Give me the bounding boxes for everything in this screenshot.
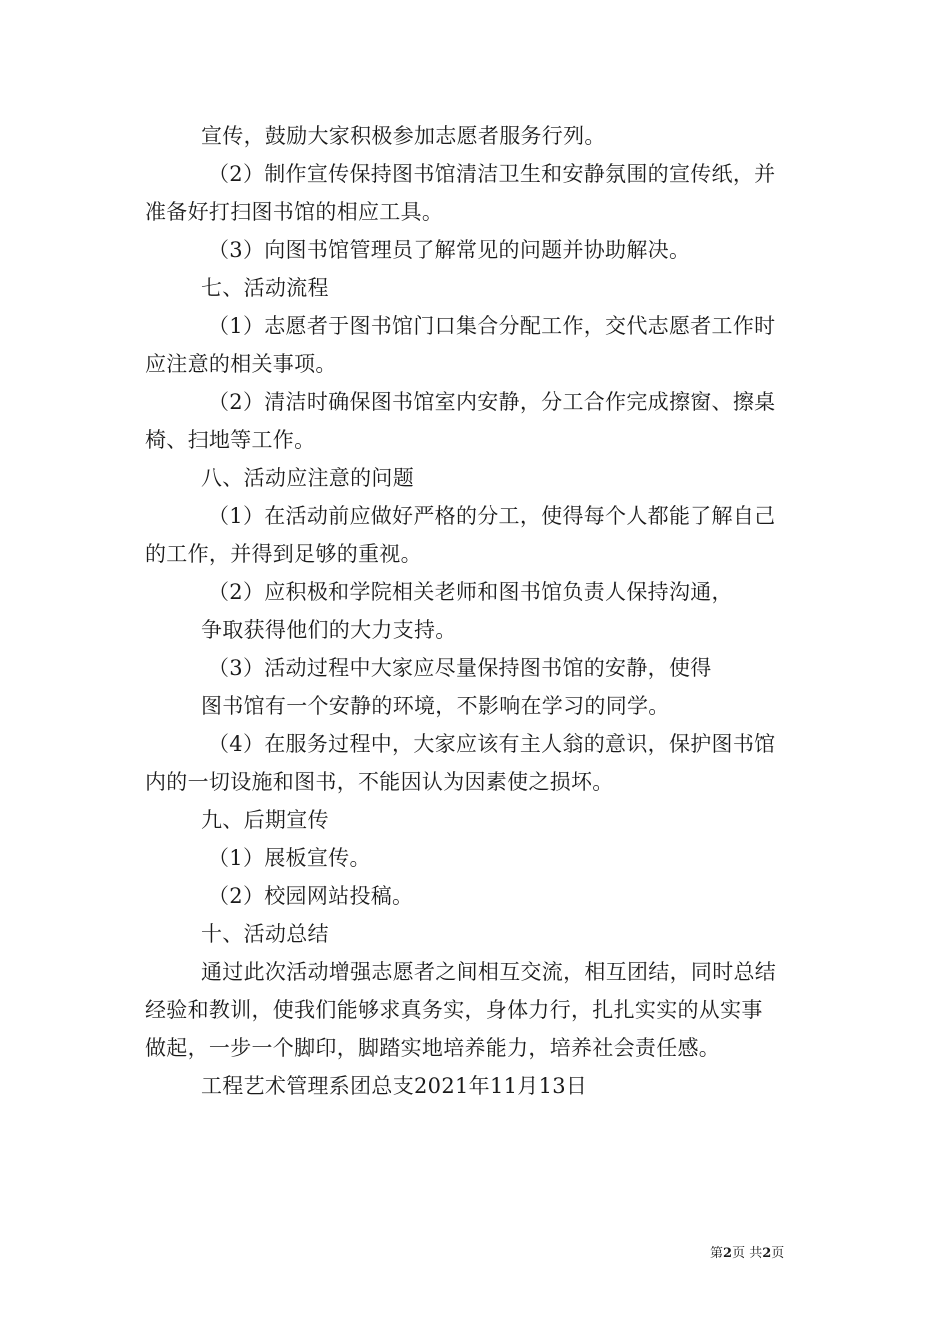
text-line: 应注意的相关事项。 (145, 352, 337, 376)
text-line: （1）志愿者于图书馆门口集合分配工作，交代志愿者工作时 (208, 314, 776, 338)
text-line: （3）活动过程中大家应尽量保持图书馆的安静，使得 (208, 656, 712, 680)
text-line: 经验和教训，使我们能够求真务实，身体力行，扎扎实实的从实事 (145, 998, 763, 1022)
text-line: 图书馆有一个安静的环境，不影响在学习的同学。 (201, 694, 670, 718)
section-heading-9: 九、后期宣传 (201, 808, 329, 832)
text-line: （2）制作宣传保持图书馆清洁卫生和安静氛围的宣传纸，并 (208, 162, 776, 186)
text-line: 做起，一步一个脚印，脚踏实地培养能力，培养社会责任感。 (145, 1036, 721, 1060)
signature-date-line: 工程艺术管理系团总支2021年11月13日 (201, 1074, 588, 1098)
text-line: 的工作，并得到足够的重视。 (145, 542, 422, 566)
footer-middle: 页 共 (732, 1246, 763, 1261)
footer-prefix: 第 (710, 1246, 724, 1261)
text-line: 准备好打扫图书馆的相应工具。 (145, 200, 444, 224)
section-heading-8: 八、活动应注意的问题 (201, 466, 414, 490)
text-line: 通过此次活动增强志愿者之间相互交流，相互团结，同时总结 (201, 960, 777, 984)
text-line: 宣传，鼓励大家积极参加志愿者服务行列。 (201, 124, 606, 148)
text-line: （2）校园网站投稿。 (208, 884, 414, 908)
text-line: （2）清洁时确保图书馆室内安静，分工合作完成擦窗、擦桌 (208, 390, 776, 414)
section-heading-10: 十、活动总结 (201, 922, 329, 946)
text-line: 内的一切设施和图书，不能因认为因素使之损坏。 (145, 770, 614, 794)
page-number-footer (710, 1246, 784, 1262)
document-body (145, 117, 810, 1105)
text-line: （3）向图书馆管理员了解常见的问题并协助解决。 (208, 238, 691, 262)
footer-suffix: 页 (771, 1246, 785, 1261)
text-line: 椅、扫地等工作。 (145, 428, 316, 452)
current-page-number: 2 (723, 1246, 733, 1261)
total-page-number: 2 (762, 1246, 772, 1261)
text-line: （1）在活动前应做好严格的分工，使得每个人都能了解自己 (208, 504, 776, 528)
text-line: 争取获得他们的大力支持。 (201, 618, 457, 642)
text-line: （1）展板宣传。 (208, 846, 371, 870)
text-line: （4）在服务过程中，大家应该有主人翁的意识，保护图书馆 (208, 732, 776, 756)
section-heading-7: 七、活动流程 (201, 276, 329, 300)
text-line: （2）应积极和学院相关老师和图书馆负责人保持沟通， (208, 580, 733, 604)
